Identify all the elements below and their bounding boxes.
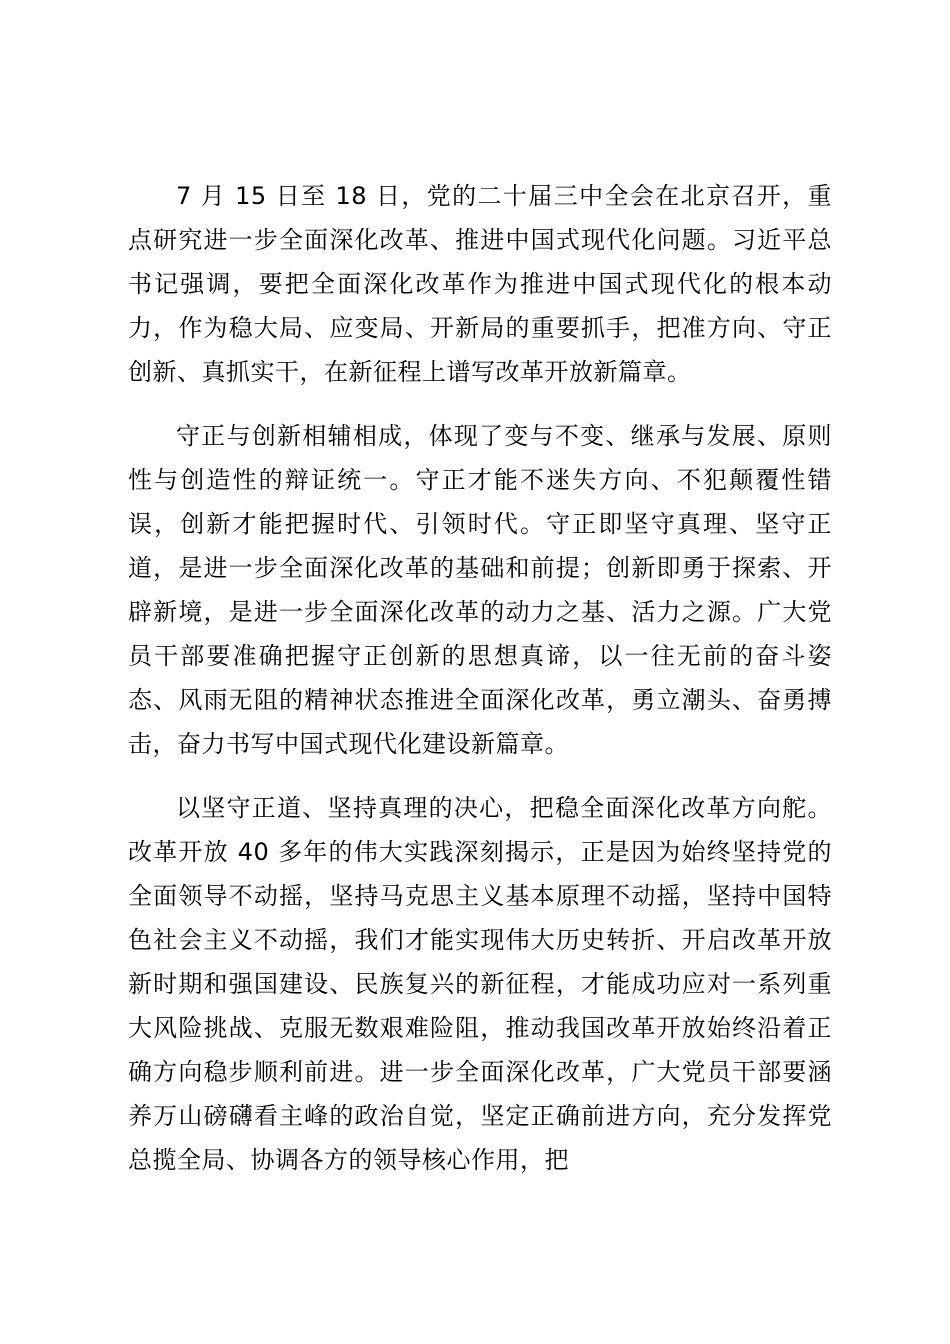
paragraph-1: 7 月 15 日至 18 日，党的二十届三中全会在北京召开，重点研究进一步全面深化改革、推进中国式现代化问题。习近平总书记强调，要把全面深化改革作为推进中国式现代化的根本动力，作为稳大局、应变局、开新局的重要抓手，把准方向、守正创新、真抓实干，在新征程上谱写改革开放新篇章。 xyxy=(128,182,832,386)
paragraph-3: 以坚守正道、坚持真理的决心，把稳全面深化改革方向舵。改革开放 40 多年的伟大实践深刻揭示，正是因为始终坚持党的全面领导不动摇，坚持马克思主义基本原理不动摇，坚持中国特色社会主义不动摇，我们才能实现伟大历史转折、开启改革开放新时期和强国建设、民族复兴的新征程，才能成功应对一系列重大风险挑战、克服无数艰难险阻，推动我国改革开放始终沿着正确方向稳步顺利前进。进一步全面深化改革，广大党员干部要涵养万山磅礴看主峰的政治自觉，坚定正确前进方向，充分发挥党总揽全局、协调各方的领导核心作用，把 xyxy=(128,794,832,1174)
paragraph-2: 守正与创新相辅相成，体现了变与不变、继承与发展、原则性与创造性的辩证统一。守正才能不迷失方向、不犯颠覆性错误，创新才能把握时代、引领时代。守正即坚守真理、坚守正道，是进一步全面深化改革的基础和前提；创新即勇于探索、开辟新境，是进一步全面深化改革的动力之基、活力之源。广大党员干部要准确把握守正创新的思想真谛，以一往无前的奋斗姿态、风雨无阻的精神状态推进全面深化改革，勇立潮头、奋勇搏击，奋力书写中国式现代化建设新篇章。 xyxy=(128,422,832,758)
document-body xyxy=(128,174,832,1202)
